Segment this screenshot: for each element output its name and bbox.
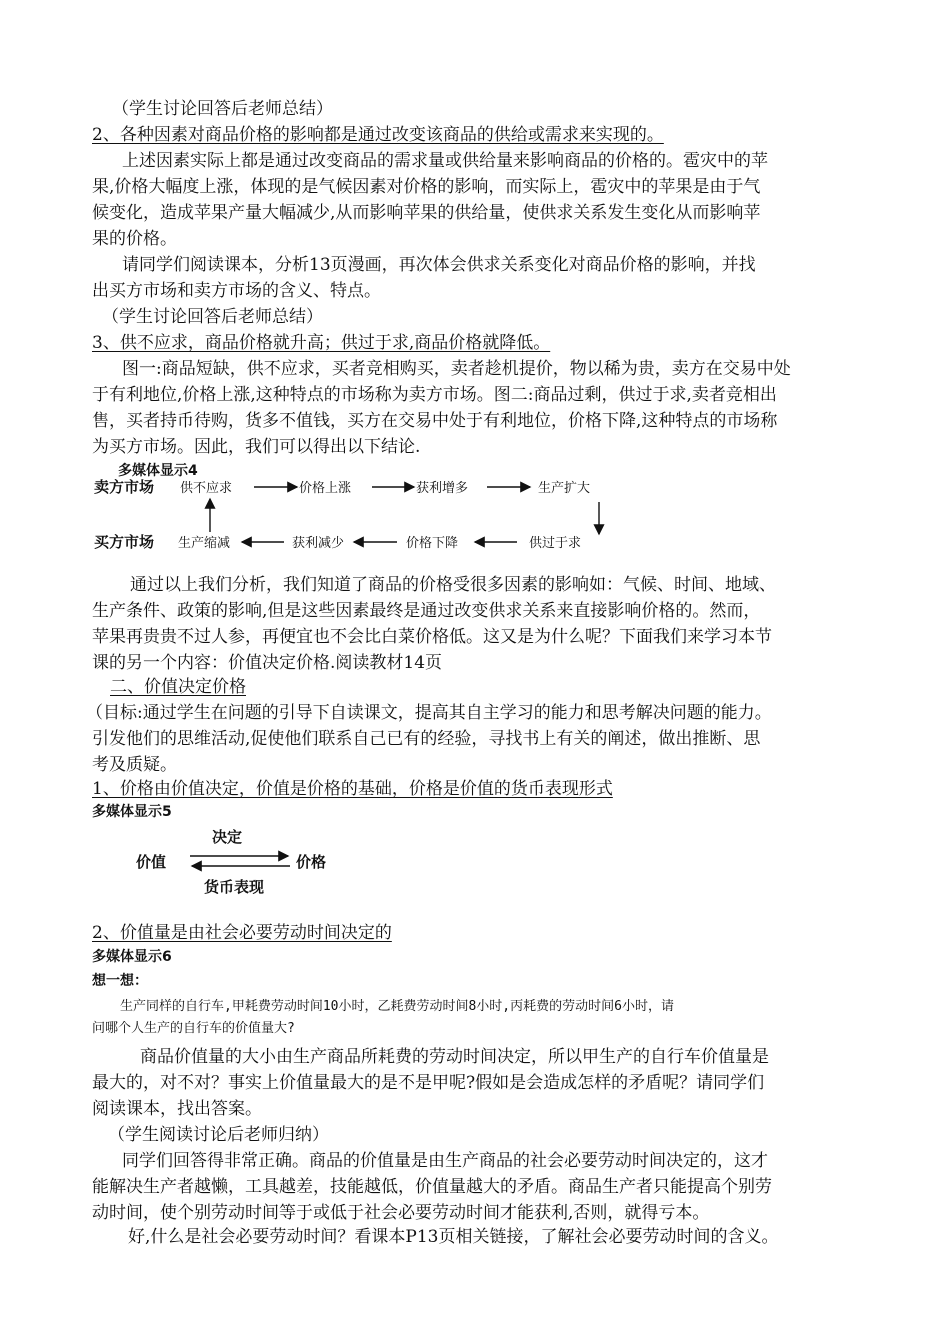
cycle-node: 获利减少 [292, 536, 345, 551]
paragraph-line: 好,什么是社会必要劳动时间？看课本P13页相关链接，了解社会必要劳动时间的含义。 [128, 1227, 779, 1247]
paragraph-line: 最大的，对不对？事实上价值量最大的是不是甲呢?假如是会造成怎样的矛盾呢？请同学们 [92, 1073, 765, 1093]
question-line: 生产同样的自行车,甲耗费劳动时间10小时，乙耗费劳动时间8小时,丙耗费的劳动时间6小时，请 [120, 999, 674, 1014]
paragraph-line: （学生阅读讨论后老师归纳） [108, 1125, 329, 1145]
paragraph-line: 引发他们的思维活动,促使他们联系自己已有的经验，寻找书上有关的阐述，做出推断、思 [92, 729, 761, 749]
question-line: 问哪个人生产的自行车的价值量大? [92, 1021, 295, 1036]
paragraph-line: 课的另一个内容：价值决定价格.阅读教材14页 [92, 653, 443, 673]
section-heading: 1、价格由价值决定，价值是价格的基础，价格是价值的货币表现形式 [92, 779, 613, 799]
paragraph-line: 阅读课本，找出答案。 [92, 1099, 262, 1119]
seller-market-label: 卖方市场 [94, 478, 155, 496]
paragraph-line: （学生讨论回答后老师总结） [112, 99, 333, 119]
section-heading: 2、各种因素对商品价格的影响都是通过改变该商品的供给或需求来实现的。 [92, 125, 664, 145]
paragraph-line: 果的价格。 [92, 229, 177, 249]
paragraph-line: 图一:商品短缺，供不应求，买者竞相购买，卖者趁机提价，物以稀为贵，卖方在交易中处 [122, 359, 791, 379]
paragraph-line: 苹果再贵贵不过人参，再便宜也不会比白菜价格低。这又是为什么呢？下面我们来学习本节 [92, 627, 772, 647]
section-heading: 2、价值量是由社会必要劳动时间决定的 [92, 923, 392, 943]
paragraph-line: 动时间，使个别劳动时间等于或低于社会必要劳动时间才能获利,否则，就得亏本。 [92, 1203, 710, 1223]
currency-expression-label: 货币表现 [204, 878, 265, 896]
section-heading: 3、供不应求，商品价格就升高；供过于求,商品价格就降低。 [92, 333, 551, 353]
value-price-diagram [134, 824, 354, 900]
paragraph-line: 上述因素实际上都是通过改变商品的需求量或供给量来影响商品的价格的。雹灾中的苹 [122, 151, 768, 171]
buyer-market-label: 买方市场 [94, 533, 155, 551]
paragraph-line: 候变化，造成苹果产量大幅减少,从而影响苹果的供给量，使供求关系发生变化从而影响苹 [92, 203, 761, 223]
cycle-node: 生产缩减 [178, 536, 231, 551]
paragraph-line: （学生讨论回答后老师总结） [102, 307, 323, 327]
multimedia-label: 多媒体显示4 [118, 463, 198, 479]
value-label: 价值 [136, 853, 167, 871]
multimedia-label: 多媒体显示6 [92, 949, 172, 965]
think-label: 想一想： [92, 973, 148, 989]
paragraph-line: 同学们回答得非常正确。商品的价值量是由生产商品的社会必要劳动时间决定的，这才 [122, 1151, 768, 1171]
paragraph-line: 能解决生产者越懒，工具越差，技能越低，价值量越大的矛盾。商品生产者只能提高个别劳 [92, 1177, 772, 1197]
cycle-node: 价格上涨 [299, 481, 352, 496]
paragraph-line: 通过以上我们分析，我们知道了商品的价格受很多因素的影响如：气候、时间、地域、 [130, 575, 776, 595]
cycle-node: 价格下降 [406, 536, 459, 551]
paragraph-line: 商品价值量的大小由生产商品所耗费的劳动时间决定，所以甲生产的自行车价值量是 [140, 1047, 769, 1067]
paragraph-line: （目标:通过学生在问题的引导下自读课文，提高其自主学习的能力和思考解决问题的能力。 [86, 703, 772, 723]
section-heading: 二、价值决定价格 [110, 677, 246, 697]
supply-demand-cycle-diagram [92, 474, 652, 564]
cycle-node: 供不应求 [180, 481, 233, 496]
price-label: 价格 [296, 853, 327, 871]
paragraph-line: 生产条件、政策的影响,但是这些因素最终是通过改变供求关系来直接影响价格的。然而， [92, 601, 761, 621]
paragraph-line: 果,价格大幅度上涨，体现的是气候因素对价格的影响，而实际上，雹灾中的苹果是由于气 [92, 177, 761, 197]
cycle-node: 供过于求 [529, 536, 582, 551]
paragraph-line: 为买方市场。因此，我们可以得出以下结论. [92, 437, 421, 457]
paragraph-line: 考及质疑。 [92, 755, 177, 775]
cycle-node: 生产扩大 [538, 481, 591, 496]
paragraph-line: 出买方市场和卖方市场的含义、特点。 [92, 281, 381, 301]
paragraph-line: 售，买者持币待购，货多不值钱，买方在交易中处于有利地位，价格下降,这种特点的市场称 [92, 411, 778, 431]
decides-label: 决定 [212, 828, 243, 846]
multimedia-label: 多媒体显示5 [92, 804, 172, 820]
cycle-node: 获利增多 [416, 481, 469, 496]
paragraph-line: 于有利地位,价格上涨,这种特点的市场称为卖方市场。图二:商品过剩，供过于求,卖者竞相出 [92, 385, 777, 405]
paragraph-line: 请同学们阅读课本，分析13页漫画，再次体会供求关系变化对商品价格的影响，并找 [122, 255, 756, 275]
